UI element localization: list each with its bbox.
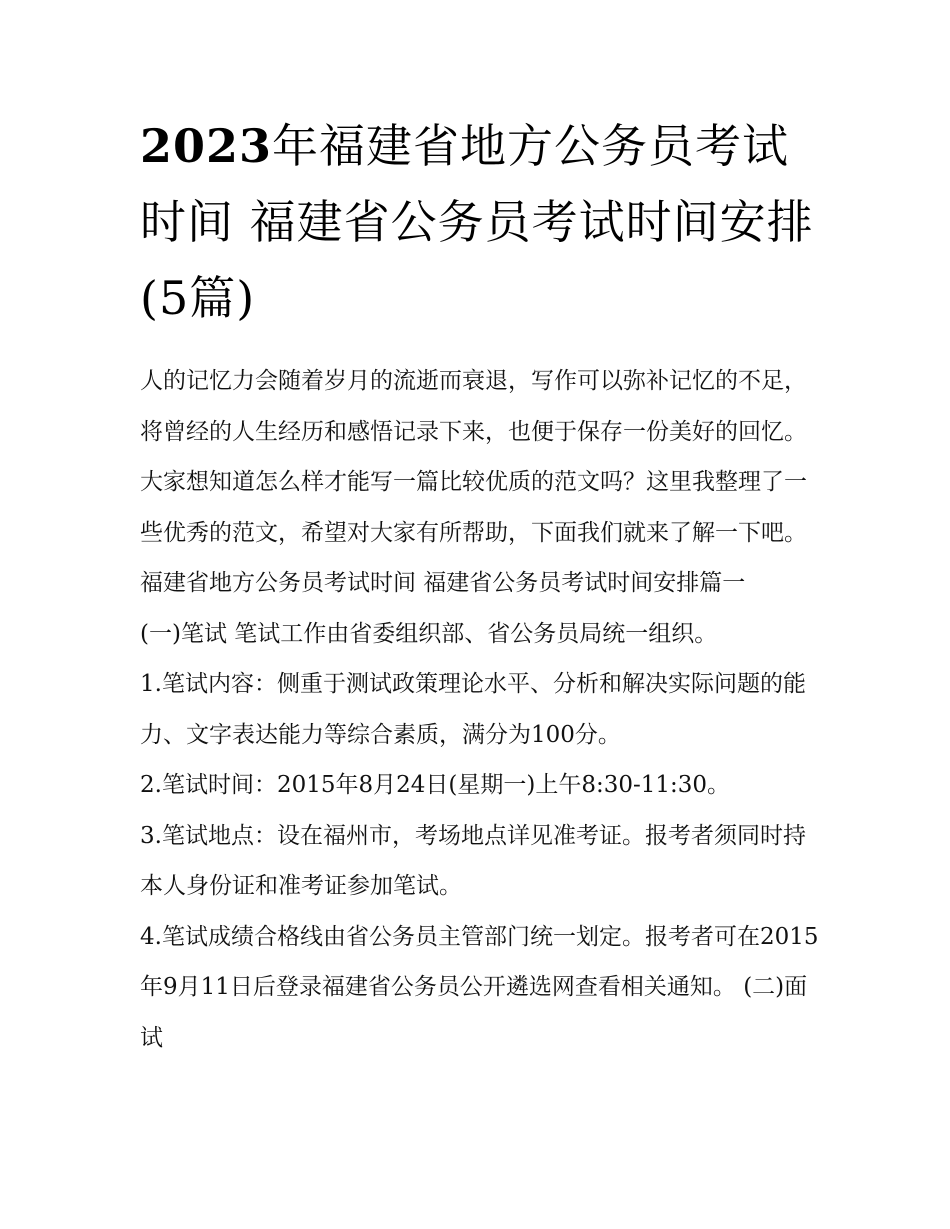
section-heading: 福建省地方公务员考试时间 福建省公务员考试时间安排篇一	[140, 570, 746, 596]
exam-time-item: 2.笔试时间：2015年8月24日(星期一)上午8:30-11:30。	[140, 772, 731, 798]
intro-paragraph: 人的记忆力会随着岁月的流逝而衰退，写作可以弥补记忆的不足，将曾经的人生经历和感悟记录下来，也便于保存一份美好的回忆。大家想知道怎么样才能写一篇比较优质的范文吗？这里我整理了一些优秀的范文，希望对大家有所帮助，下面我们就来了解一下吧。	[140, 368, 807, 546]
exam-score-item: 4.笔试成绩合格线由省公务员主管部门统一划定。报考者可在2015年9月11日后登录福建省公务员公开遴选网查看相关通知。 (二)面试	[140, 923, 819, 1051]
document-title	[140, 108, 820, 336]
title-year: 2023	[140, 119, 273, 173]
exam-content-item: 1.笔试内容：侧重于测试政策理论水平、分析和解决实际问题的能力、文字表达能力等综合素质，满分为100分。	[140, 671, 806, 748]
exam-location-item: 3.笔试地点：设在福州市，考场地点详见准考证。报考者须同时持本人身份证和准考证参加笔试。	[140, 822, 806, 899]
written-exam-heading: (一)笔试 笔试工作由省委组织部、省公务员局统一组织。	[140, 620, 718, 647]
document-body	[140, 356, 820, 1063]
title-text: 年福建省地方公务员考试时间 福建省公务员考试时间安排(5篇)	[140, 119, 814, 325]
